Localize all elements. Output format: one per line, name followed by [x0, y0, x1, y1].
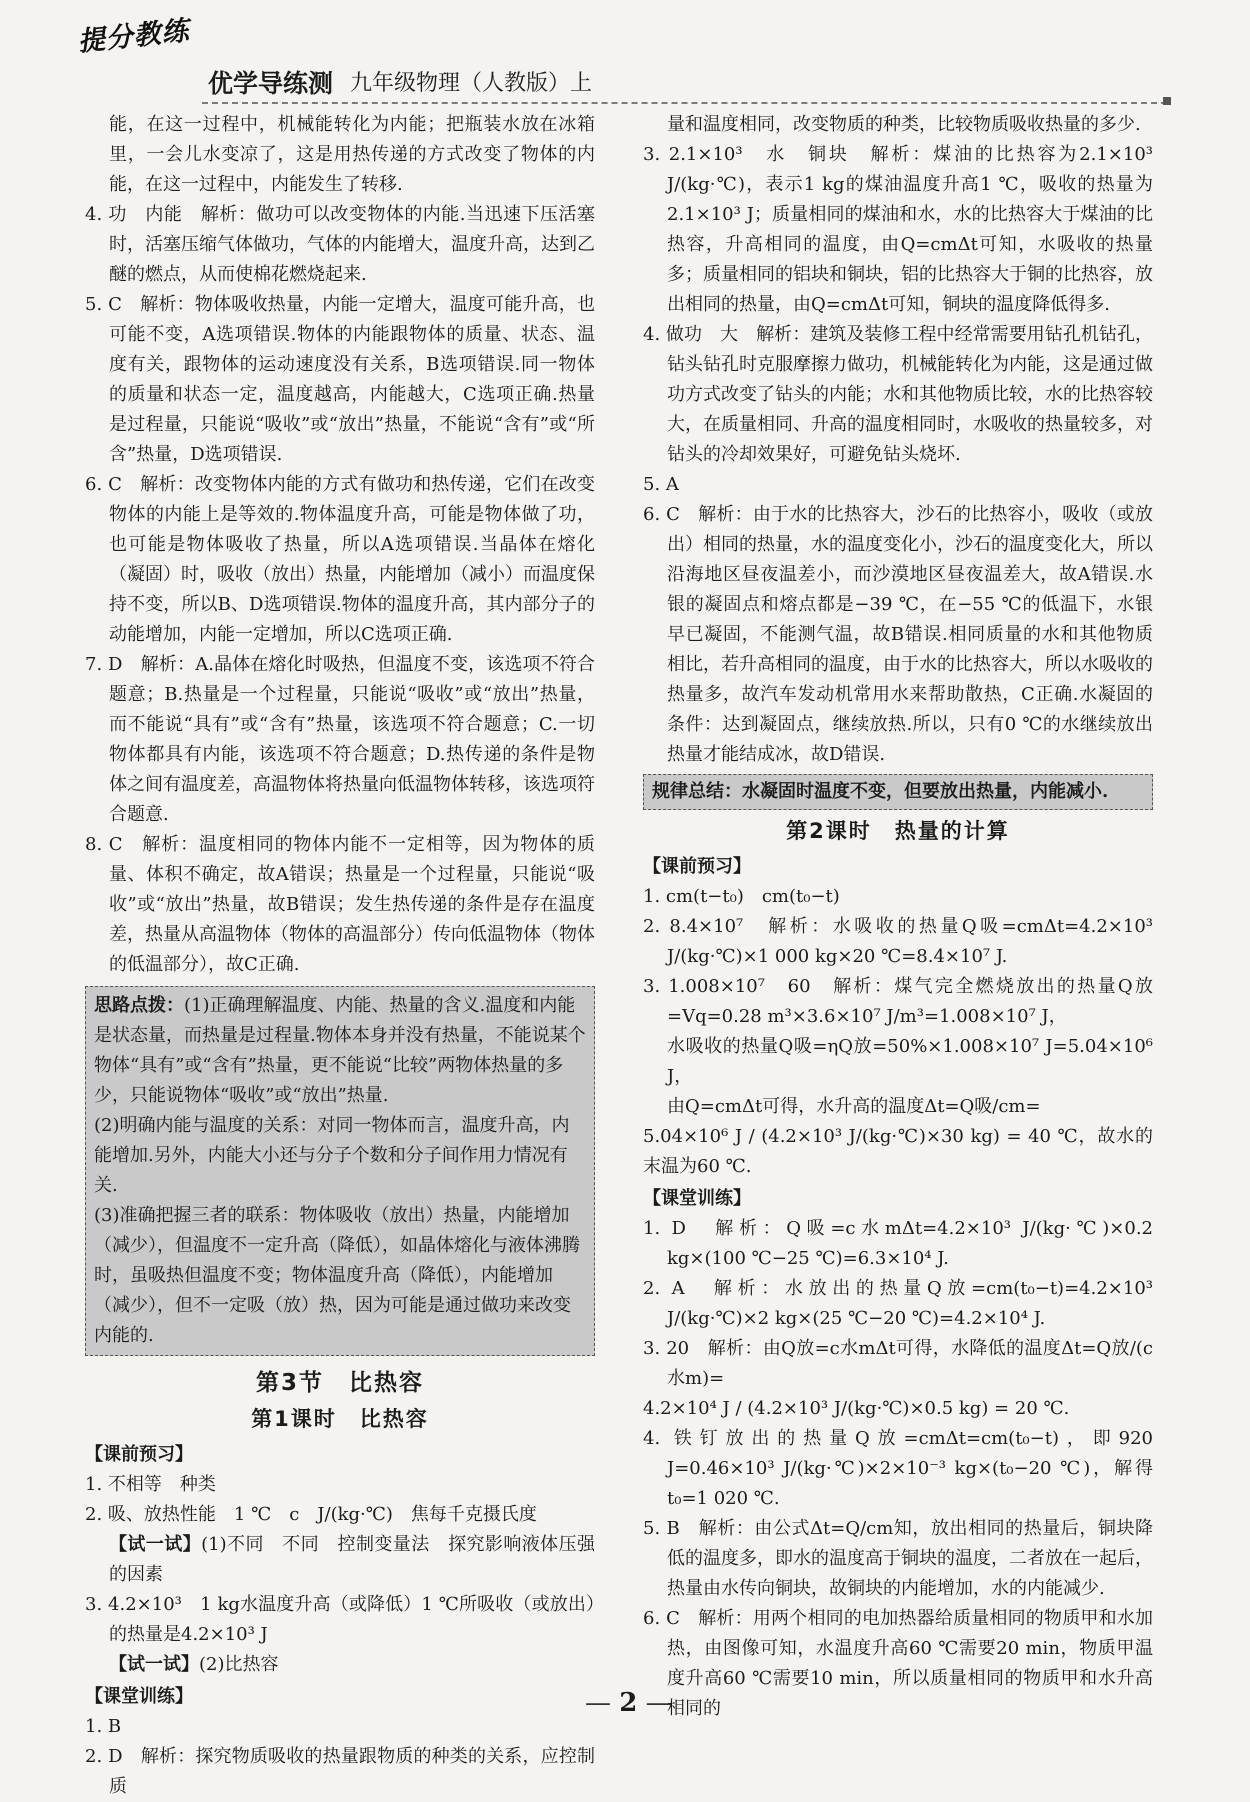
answer-7: 7. D 解析：A.晶体在熔化时吸热，但温度不变，该选项不符合题意；B.热量是一个过程量，只能说“吸收”或“放出”热量，而不能说“具有”或“含有”热量，该选项不符合题意；C.一切物体都具有内能，该选项不符合题意；D.热传递的条件是物体之间有温度差，高温物体将热量向低温物体转移，该选项符合题意.	[85, 654, 595, 825]
calc-answer-3d: 5.04×10⁶ J / (4.2×10³ J/(kg·℃)×30 kg) = 40 ℃，故水的末温为60 ℃.	[643, 1126, 1153, 1177]
answer-r6: 6. C 解析：由于水的比热容大，沙石的比热容小，吸收（或放出）相同的热量，水的温度变化小，沙石的温度变化大，所以沿海地区昼夜温差小，而沙漠地区昼夜温差大，故A错误.水银的凝固点和熔点都是−39 ℃，在−55 ℃的低温下，水银早已凝固，不能测气温，故B错误.相同质量的水和其他物质相比，若升高相同的温度，由于水的比热容大，所以水吸收的热量多，故汽车发动机常用水来帮助散热，C正确.水凝固的条件：达到凝固点，继续放热.所以，只有0 ℃的水继续放出热量才能结成冰，故D错误.	[643, 504, 1153, 765]
tips-label: 思路点拨：	[94, 995, 184, 1016]
tips-box	[85, 986, 595, 1356]
pre-answer-2: 2. 吸、放热性能 1 ℃ c J/(kg·℃) 焦每千克摄氏度	[85, 1504, 537, 1525]
class-training-label: 【课堂训练】	[85, 1686, 193, 1707]
answer-4: 4. 功 内能 解析：做功可以改变物体的内能.当迅速下压活塞时，活塞压缩气体做功，气体的内能增大，温度升高，达到乙醚的燃点，从而使棉花燃烧起来.	[85, 204, 595, 285]
left-column	[85, 110, 595, 1802]
try-label-2: 【试一试】	[109, 1654, 199, 1675]
rule-summary-box	[643, 774, 1153, 810]
calc-answer-2: 2. 8.4×10⁷ 解析：水吸收的热量Q吸=cmΔt=4.2×10³ J/(kg·℃)×1 000 kg×20 ℃=8.4×10⁷ J.	[643, 916, 1153, 967]
answer-cont: 量和温度相同，改变物质的种类，比较物质吸收热量的多少.	[667, 114, 1141, 135]
pre-answer-3: 3. 4.2×10³ 1 kg水温度升高（或降低）1 ℃所吸收（或放出）的热量是4.2×10³ J	[85, 1594, 595, 1645]
train-answer-3b: 4.2×10⁴ J / (4.2×10³ J/(kg·℃)×0.5 kg) = 20 ℃.	[643, 1398, 1070, 1419]
answer-8: 8. C 解析：温度相同的物体内能不一定相等，因为物体的质量、体积不确定，故A错误；热量是一个过程量，只能说“吸收”或“放出”热量，故B错误；发生热传递的条件是存在温度差，热量从高温物体（物体的高温部分）传向低温物体（物体的低温部分），故C正确.	[85, 834, 595, 975]
lesson-title: 第1课时 比热容	[251, 1407, 429, 1431]
answer-r5: 5. A	[643, 474, 679, 495]
series-name: 优学导练测	[208, 69, 334, 98]
try-label-1: 【试一试】	[109, 1534, 202, 1555]
header-rule	[202, 102, 1167, 104]
tips-text-2: (2)明确内能与温度的关系：对同一物体而言，温度升高，内能增加.另外，内能大小还与分子个数和分子间作用力情况有关.	[94, 1115, 570, 1196]
rule-label: 规律总结：	[652, 781, 742, 802]
pre-answer-1: 1. 不相等 种类	[85, 1474, 216, 1495]
answer-r4: 4. 做功 大 解析：建筑及装修工程中经常需要用钻孔机钻孔，钻头钻孔时克服摩擦力做功，机械能转化为内能，这是通过做功方式改变了钻头的内能；水和其他物质比较，水的比热容较大，在质量相同、升高的温度相同时，水吸收的热量较多，对钻头的冷却效果好，可避免钻头烧坏.	[643, 324, 1153, 465]
answer-5: 5. C 解析：物体吸收热量，内能一定增大，温度可能升高，也可能不变，A选项错误.物体的内能跟物体的质量、状态、温度有关，跟物体的运动速度没有关系，B选项错误.同一物体的质量和状态一定，温度越高，内能越大，C选项正确.热量是过程量，只能说“吸收”或“放出”热量，不能说“含有”或“所含”热量，D选项错误.	[85, 294, 595, 465]
lesson-title-2: 第2课时 热量的计算	[786, 819, 1010, 843]
train-answer-3: 3. 20 解析：由Q放=c水mΔt可得，水降低的温度Δt=Q放/(c水m)=	[643, 1338, 1153, 1389]
train-answer-2: 2. A 解析：水放出的热量Q放=cm(t₀−t)=4.2×10³ J/(kg·℃)×2 kg×(25 ℃−20 ℃)=4.2×10⁴ J.	[643, 1278, 1153, 1329]
page-header	[76, 14, 1180, 104]
pre-study-label-2: 【课前预习】	[643, 856, 751, 877]
class-answer-2: 2. D 解析：探究物质吸收的热量跟物质的种类的关系，应控制质	[85, 1746, 595, 1797]
class-answer-1: 1. B	[85, 1716, 122, 1737]
calc-answer-1: 1. cm(t−t₀) cm(t₀−t)	[643, 886, 840, 907]
calc-answer-3c: 由Q=cmΔt可得，水升高的温度Δt=Q吸/cm=	[667, 1096, 1041, 1117]
class-training-label-2: 【课堂训练】	[643, 1188, 751, 1209]
answer-r3: 3. 2.1×10³ 水 铜块 解析：煤油的比热容为2.1×10³ J/(kg·℃)，表示1 kg的煤油温度升高1 ℃，吸收的热量为2.1×10³ J；质量相同的煤油和水，水的比热容大于煤油的比热容，升高相同的温度，由Q=cmΔt可知，水吸收的热量多；质量相同的铝块和铜块，铝的比热容大于铜的比热容，放出相同的热量，由Q=cmΔt可知，铜块的温度降低得多.	[643, 144, 1153, 315]
train-answer-4: 4. 铁钉放出的热量Q放=cmΔt=cm(t₀−t)，即920 J=0.46×10³ J/(kg·℃)×2×10⁻³ kg×(t₀−20 ℃)，解得t₀=1 020 ℃.	[643, 1428, 1153, 1509]
try-it-2	[85, 1650, 595, 1680]
right-column	[643, 110, 1153, 1724]
calc-answer-3b: 水吸收的热量Q吸=ηQ放=50%×1.008×10⁷ J=5.04×10⁶ J，	[667, 1036, 1153, 1087]
brand-logo: 提分教练	[76, 15, 191, 58]
rule-text: 水凝固时温度不变，但要放出热量，内能减小.	[742, 781, 1109, 802]
try-text-2: (2)比热容	[199, 1654, 279, 1675]
answer-6: 6. C 解析：改变物体内能的方式有做功和热传递，它们在改变物体的内能上是等效的.物体温度升高，可能是物体做了功，也可能是物体吸收了热量，所以A选项错误.当晶体在熔化（凝固）时，吸收（放出）热量，内能增加（减小）而温度保持不变，所以B、D选项错误.物体的温度升高，其内部分子的动能增加，内能一定增加，所以C选项正确.	[85, 474, 595, 645]
try-text-1: (1)不同 不同 控制变量法 探究影响液体压强的因素	[109, 1534, 596, 1585]
answer-para: 能，在这一过程中，机械能转化为内能；把瓶装水放在冰箱里，一会儿水变凉了，这是用热传递的方式改变了物体的内能，在这一过程中，内能发生了转移.	[109, 114, 595, 195]
pre-study-label: 【课前预习】	[85, 1444, 193, 1465]
header-rule-end	[1163, 97, 1171, 105]
tips-text-1: (1)正确理解温度、内能、热量的含义.温度和内能是状态量，而热量是过程量.物体本身并没有热量，不能说某个物体“具有”或“含有”热量，更不能说“比较”两物体热量的多少，只能说物体“吸收”或“放出”热量.	[94, 995, 586, 1106]
train-answer-5: 5. B 解析：由公式Δt=Q/cm知，放出相同的热量后，铜块降低的温度多，即水的温度高于铜块的温度，二者放在一起后，热量由水传向铜块，故铜块的内能增加，水的内能减少.	[643, 1518, 1153, 1599]
calc-answer-3: 3. 1.008×10⁷ 60 解析：煤气完全燃烧放出的热量Q放=Vq=0.28 m³×3.6×10⁷ J/m³=1.008×10⁷ J，	[643, 976, 1153, 1027]
train-answer-1: 1. D 解析：Q吸=c水mΔt=4.2×10³ J/(kg·℃)×0.2 kg×(100 ℃−25 ℃)=6.3×10⁴ J.	[643, 1218, 1153, 1269]
train-answer-6: 6. C 解析：用两个相同的电加热器给质量相同的物质甲和水加热，由图像可知，水温度升高60 ℃需要20 min，物质甲温度升高60 ℃需要10 min，所以质量相同的物质甲和水升高相同的	[643, 1608, 1153, 1719]
section-title: 第3节 比热容	[255, 1370, 424, 1396]
page-number-value: 2	[619, 1688, 638, 1718]
tips-text-3: (3)准确把握三者的联系：物体吸收（放出）热量，内能增加（减少），但温度不一定升高（降低），如晶体熔化与液体沸腾时，虽吸热但温度不变；物体温度升高（降低），内能增加（减少），但不一定吸（放）热，因为可能是通过做功来改变内能的.	[94, 1205, 580, 1346]
book-subtitle: 九年级物理（人教版）上	[350, 71, 593, 96]
page-number: — 2 —	[585, 1688, 672, 1718]
try-it-1	[85, 1530, 595, 1590]
